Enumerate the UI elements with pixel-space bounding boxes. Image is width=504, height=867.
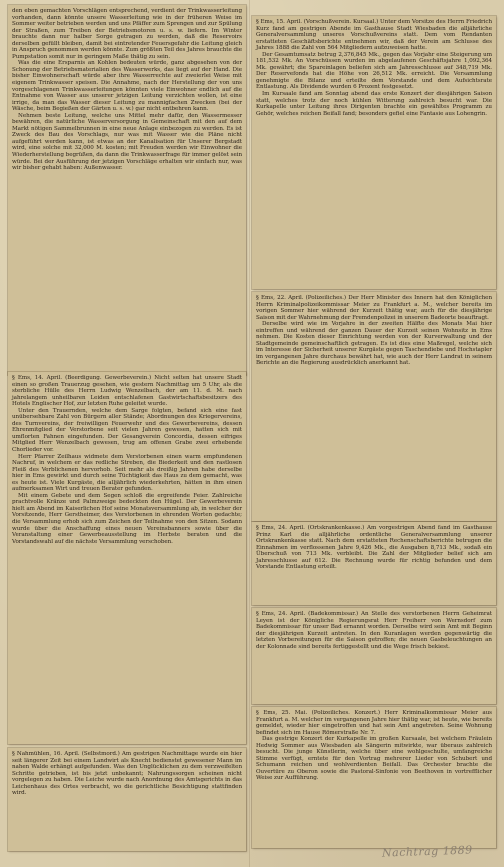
clipping-paragraph: § Ems, 24. April. (Badekommissar.) An Stelle des verstorbenen Herrn Geheimrat Leyen ist der Königliche Regierungsrat Herr Freiherr von Wernsdorf zum Badekommissar für unser Bad ernannt worden. Derselbe wird sein Amt mit Beginn der diesjährigen Kurzeit antreten. In den Kuranlagen werden gegenwärtig die letzten Vorbereitungen für die Saison getroffen; die neuen Gasbeleuchtungen an der Kolonnade sind bereits fertiggestellt und die Wege frisch bekiest.: [256, 611, 492, 650]
clipping-health-insurance: [252, 522, 496, 605]
clipping-paragraph: den eben gemachten Vorschlägen entsprechend, verdient der Trinkwasserleitung vorhanden, dann könnte unsere Wasserleitung wie in der früheren Weise im Sommer weiter betrieben werden und uns Pfäffer zum Sprengen und zur Spülung der Straßen, zum Treiben der Betriebsmotoren u. s. w. liefern. Im Winter brauchte dann nur halber Sorge getragen zu werden, daß die Reservoirs derselben gefüllt bleiben, damit bei eintretender Feuersgefahr die Leitung gleich in Anspruch genommen werden könnte. Zum größten Teil des Jahres brauchte die Pumpstation somit nur in geringem Maße thätig zu sein.: [12, 8, 242, 60]
column-divider: [249, 0, 250, 867]
clipping-loan-association: [252, 16, 496, 289]
clipping-paragraph: § Ems, 15. April. (Vorschußverein. Kursaal.) Unter dem Vorsitze des Herrn Friedrich Kurz fand am gestrigen Abende im Gasthause Stadt Wiesbaden die alljährliche Generalversammlung unseres Vorschußvereins statt. Dem vom Rendanten erstatteten Geschäftsberichte entnehmen wir, daß der Verein am Schlusse des Jahres 1888 die Zahl von 564 Mitgliedern aufzuweisen hatte.: [256, 19, 492, 52]
clipping-police-matters: [252, 292, 496, 521]
clipping-paragraph: Herr Pfarrer Zeilhaus widmete dem Verstorbenen einen warm empfundenen Nachruf, in welchem er das redliche Streben, die Biederkeit und den rastlosen Fleiß des Verblichenen hervorhob. Seit mehr als dreißig Jahren habe derselbe hier in Ems gewirkt und durch seine Tüchtigkeit das Haus zu dem gemacht, was es heute ist. Viele Kurgäste, die alljährlich wiederkehrten, hätten in ihm einen aufmerksamen Wirt und treuen Berater gefunden.: [12, 453, 242, 493]
clipping-paragraph: Im Kursaale fand am Sonntag abend das erste Konzert der diesjährigen Saison statt, welches trotz der noch kühlen Witterung zahlreich besucht war. Die Kurkapelle unter Leitung ihres Dirigenten brachte ein gewähltes Programm zu Gehör, welches reichen Beifall fand; besonders gefiel eine Fantasie aus Lohengrin.: [256, 91, 492, 117]
pencil-annotation: Nachtrag 1889: [381, 843, 473, 860]
clipping-paragraph: Mit einem Gebete und dem Segen schloß die ergreifende Feier. Zahlreiche prachtvolle Kränze und Palmzweige bedeckten den Hügel. Der Gewerbeverein hielt am Abend im Kaiserlichen Hof seine Monatsversammlung ab, in welcher der Vorsitzende, Herr Gerstheimer, des Verstorbenen in ehrenden Worten gedachte; die Versammlung erhob sich zum Zeichen der Teilnahme von den Sitzen. Sodann wurde über die Anschaffung eines neuen Vereinsbanners sowie über die Veranstaltung einer Gewerbeausstellung im Herbste beraten und die Vorstandswahl auf die nächste Versammlung verschoben.: [12, 492, 242, 545]
clipping-police-concert: [252, 707, 496, 848]
clipping-nahmuehlen: [8, 748, 246, 851]
clipping-paragraph: Was die eine Ersparnis an Kohlen bedeuten würde, ganz abgesehen von der Schonung der Betriebsmaterialien des Wasserwerks, das liegt auf der Hand. Die bisher Einwohnerschaft würde aber ihre Wasserrechte auf zweierlei Weise mit eigenem Trinkwasser speisen. Die Annahme, nach der Herstellung der von uns vorgeschlagenen Trinkwasserleitungen könnten viele Einwohner endlich auf die Entnahme von Wasser aus unserer jetzigen Leitung verzichten wollen, ist eine irrige, da man das Wasser dieser Leitung zu mannigfachen Zwecken (bei der Wäsche, beim Begießen der Gärten u. s. w.) gar nicht entbehren kann.: [12, 60, 242, 113]
clipping-paragraph: Das gestrige Konzert der Kurkapelle im großen Kursaale, bei welchem Fräulein Hedwig Sommer aus Wiesbaden als Sängerin mitwirkte, war überaus zahlreich besucht. Die junge Künstlerin, welche über eine wohlgeschulte, umfangreiche Stimme verfügt, erntete für den Vortrag mehrerer Lieder von Schubert und Schumann reichen und wohlverdienten Beifall. Das Orchester brachte die Ouvertüre zu Oberon sowie die Pastoral-Sinfonie von Beethoven in vortrefflicher Weise zur Aufführung.: [256, 736, 492, 782]
clipping-paragraph: § Ems, 24. April. (Ortskrankenkasse.) Am vorgestrigen Abend fand im Gasthause Prinz Karl die alljährliche ordentliche Generalversammlung unserer Ortskrankenkasse statt. Nach dem erstatteten Rechenschaftsberichte betrugen die Einnahmen im verflossenen Jahre 9,426 Mk., die Ausgaben 8,713 Mk., sodaß ein Überschuß von 713 Mk. verbleibt. Die Zahl der Mitglieder belief sich am Jahresschlusse auf 612. Die Rechnung wurde für richtig befunden und dem Vorstande Entlastung erteilt.: [256, 525, 492, 571]
clipping-paragraph: Der Gesamtumsatz betrug 2,376,845 Mk., gegen das Vorjahr eine Steigerung um 181,532 Mk. An Vorschüssen wurden im abgelaufenen Geschäftsjahre 1,092,364 Mk. gewährt; die Spareinlagen beliefen sich am Jahresschlusse auf 348,719 Mk. Der Reservefonds hat die Höhe von 26,512 Mk. erreicht. Die Versammlung genehmigte die Bilanz und erteilte dem Vorstande und dem Aufsichtsrate Entlastung. Als Dividende wurden 6 Prozent festgesetzt.: [256, 51, 492, 91]
clipping-paragraph: Nehmen beste Leitung, welche uns Mittel mehr dafür, den Wassermesser bewähren, die natürliche Wasserversorgung in Gemeinschaft mit den auf dem Markt nötigen Sammelbrunnen in eine neue Anlage einbezogen zu werden. Es ist Zweck des Bau des Vorschlags, nur was mit Wasser wie die Pläne nicht aufgeführt werden kann, ist etwas an der Kanalisation für Unserer Bergstadt wird, eine solche mit 32,000 M. kosten; mit Freuden werden wir Einwohner die Wiederherstellung begrüßen, da dann die Trinkwasserfrage für immer gelöst sein würde. Bei der Ausführung der jetzigen Vorschläge erhalten wir einfach nur, was wir bisher gehabt haben: Außenwasser.: [12, 112, 242, 172]
clipping-paragraph: § Nahmühlen, 16. April. (Selbstmord.) Am gestrigen Nachmittage wurde ein hier seit längerer Zeit bei einem Landwirt als Knecht bedienstet gewesener Mann im nahen Walde erhängt aufgefunden. Was den Unglücklichen zu dem verzweifelten Schritte getrieben, ist bis jetzt unbekannt; Nahrungssorgen scheinen nicht vorgelegen zu haben. Die Leiche wurde nach Anordnung des Amtsgerichts in das Leichenhaus des Ortes verbracht, wo die gerichtliche Besichtigung stattfinden wird.: [12, 751, 242, 797]
clipping-spa-commissioner: [252, 608, 496, 704]
clipping-paragraph: Unter den Trauernden, welche dem Sarge folgten, befand sich eine fast unübersehbare Zahl von Bürgern aller Stände; Abordnungen des Kriegervereins, des Turnvereins, der freiwilligen Feuerwehr und des Gewerbevereins, dessen Ehrenmitglied der Verstorbene seit vielen Jahren gewesen, hatten sich mit umflorten Fahnen eingefunden. Der Gesangverein Concordia, dessen eifriges Mitglied Herr Wenzelbach gewesen, trug am offenen Grabe zwei erhebende Chorlieder vor.: [12, 407, 242, 454]
clipping-paragraph: Derselbe wird wie im Vorjahre in der zweiten Hälfte des Monats Mai hier eintreffen und während der ganzen Dauer der Kurzeit seinen Wohnsitz in Ems nehmen. Die Kosten dieser Einrichtung werden von der Kurverwaltung und der Stadtgemeinde gemeinschaftlich getragen. Es ist dies eine Maßregel, welche sich im Interesse der Sicherheit unserer Kurgäste gegen Taschendiebe und Hochstapler im vergangenen Jahre durchaus bewährt hat, wie auch der Herr Landrat in seinem Berichte an die Regierung ausdrücklich anerkannt hat.: [256, 321, 492, 367]
clipping-funeral-trade-union: [8, 372, 246, 744]
clipping-paragraph: § Ems, 22. April. (Polizeiliches.) Der Herr Minister des Innern hat den Königlichen Herrn Kriminalpolizeikommissar Meier zu Frankfurt a. M., welcher bereits im vorigen Sommer hier während der Kurzeit thätig war, auch für die diesjährige Saison mit der Wahrnehmung der Fremdenpolizei in unserem Badeorte beauftragt.: [256, 295, 492, 321]
clipping-paragraph: § Ems, 25. Mai. (Polizeiliches. Konzert.) Herr Kriminalkommissar Meier aus Frankfurt a. M. welcher im vergangenen Jahre hier thätig war, ist heute, wie bereits gemeldet, wieder hier eingetroffen und hat sein Amt angetreten. Seine Wohnung befindet sich im Hause Römerstraße Nr. 7.: [256, 710, 492, 736]
clipping-paragraph: § Ems, 14. April. (Beerdigung. Gewerbeverein.) Nicht selten hat unsere Stadt einen so großen Trauerzug gesehen, wie gestern Nachmittag um 5 Uhr, als die sterbliche Hülle des Herrn Ludwig Wenzelbach, der am 11. d. M. nach jahrelangem unheilbaren Leiden entschlafenen Gastwirtschaftsbesitzers des Hotels Englischer Hof, zur letzten Ruhe geleitet wurde.: [12, 375, 242, 408]
clipping-water-supply: [8, 5, 246, 375]
